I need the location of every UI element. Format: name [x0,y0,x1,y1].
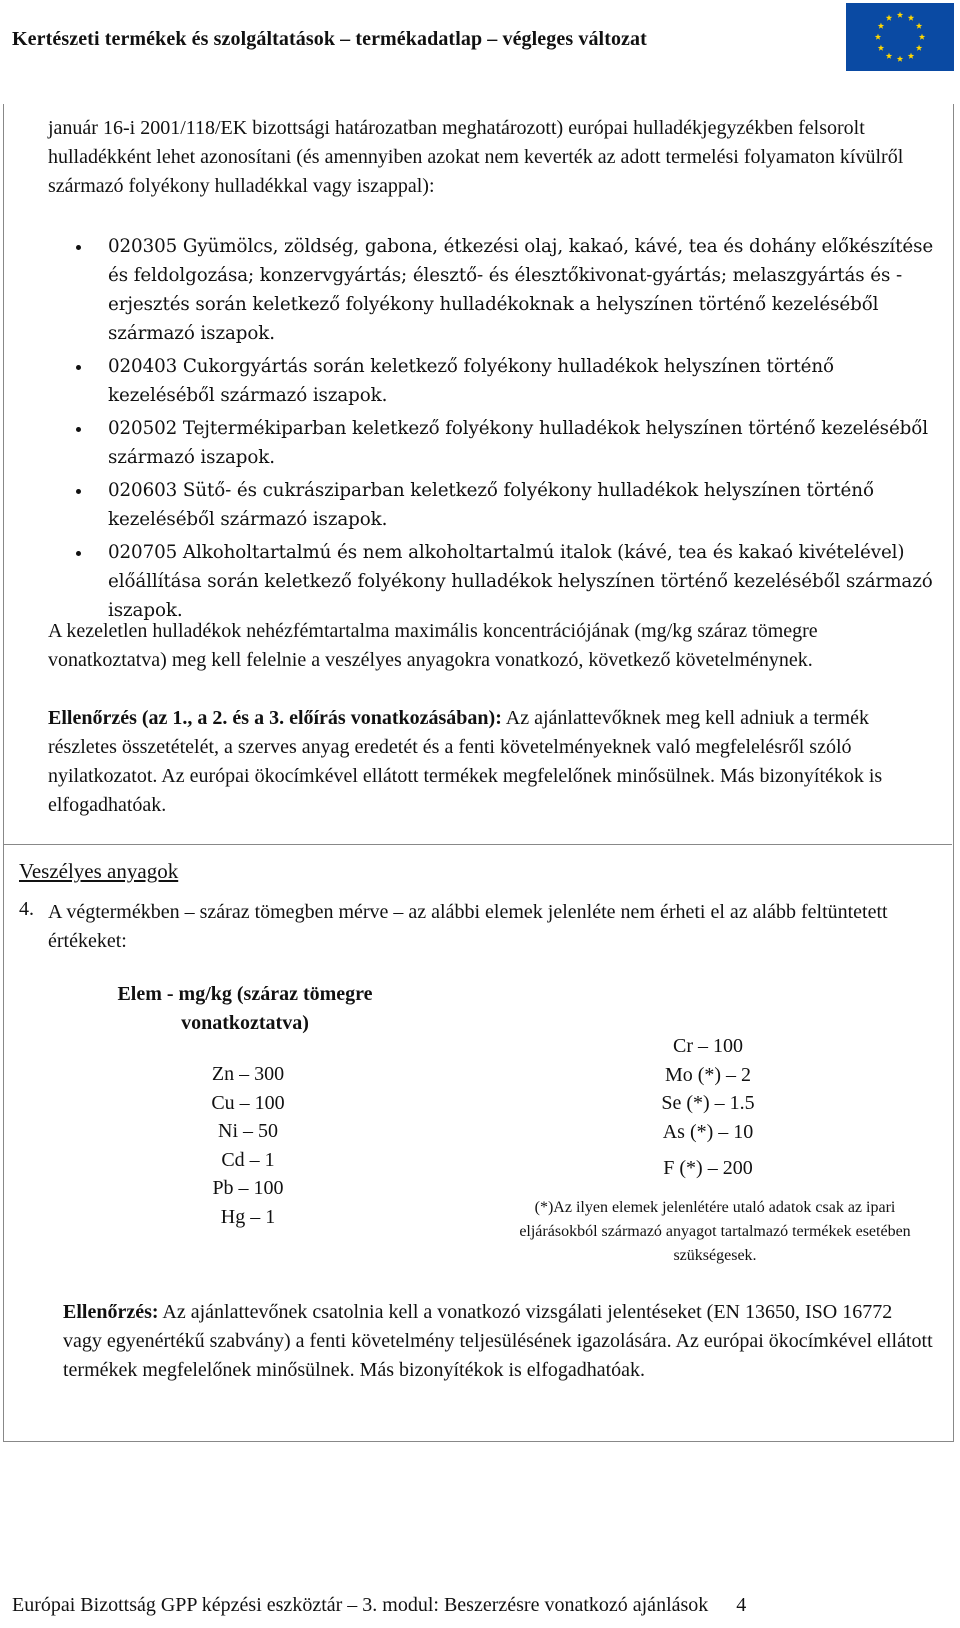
list-item [48,352,938,410]
verification-text: Az ajánlattevőnek csatolnia kell a vonatkozó vizsgálati jelentéseket (EN 13650, ISO 16772 vagy egyenértékű szabvány) a fenti követelmény teljesülésének igazolására. Az európai ökocímkével ellátott termékek megfelelőnek minősülnek. Más bizonyítékok is elfogadhatóak. [63,1301,933,1381]
list-item-text: 020603 Sütő- és cukrásziparban keletkező folyékony hulladékok helyszínen történő kezeléséből származó iszapok. [108,480,874,530]
waste-code-list [48,232,938,629]
verification-paragraph [48,704,928,820]
bullet-icon [76,365,81,370]
bullet-icon [76,551,81,556]
intro-paragraph: január 16-i 2001/118/EK bizottsági határozatban meghatározott) európai hulladékjegyzékben felsorolt hulladékként lehet azonosítani (és amennyiben azokat nem keverték az adott termelési folyamaton kívülről származó folyékony hulladékkal vagy iszappal): [48,117,904,197]
verification-label: Ellenőrzés (az 1., a 2. és a 3. előírás vonatkozásában): [48,707,502,729]
document-title: Kertészeti termékek és szolgáltatások – termékadatlap – végleges változat [12,28,647,50]
limit-value: Cr – 100 [673,1035,743,1057]
limit-value: Pb – 100 [212,1177,284,1199]
section-divider [3,844,952,845]
limits-footnote: (*)Az ilyen elemek jelenlétére utaló adatok csak az ipari eljárásokból származó anyagot tartalmazó termékek esetében szükségesek. [519,1199,911,1264]
bullet-icon [76,245,81,250]
bullet-icon [76,489,81,494]
limits-table-heading: Elem - mg/kg (száraz tömegre vonatkoztatva) [117,983,373,1034]
list-item [48,538,938,625]
limit-value: Zn – 300 [211,1063,285,1085]
limit-value: Cd – 1 [221,1148,275,1171]
limit-value: Se (*) – 1.5 [661,1092,755,1114]
list-item [48,476,938,534]
limits-right-column [568,1032,848,1183]
limits-left-column [148,1060,348,1231]
limit-value: Ni – 50 [218,1120,278,1142]
requirement-number: 4. [19,898,34,920]
limit-value: F (*) – 200 [663,1157,753,1179]
section-heading: Veszélyes anyagok [19,859,179,883]
verification-paragraph-2 [63,1298,933,1385]
list-item [48,414,938,472]
list-item [48,232,938,348]
footer-text: Európai Bizottság GPP képzési eszköztár – 3. modul: Beszerzésre vonatkozó ajánlások [12,1594,709,1616]
limit-value: Mo (*) – 2 [664,1063,752,1086]
list-item-text: 020502 Tejtermékiparban keletkező folyékony hulladékok helyszínen történő kezeléséből származó iszapok. [108,418,928,468]
verification-label: Ellenőrzés: [63,1301,159,1323]
limit-value: Hg – 1 [220,1205,276,1228]
list-item-text: 020705 Alkoholtartalmú és nem alkoholtartalmú italok (kávé, tea és kakaó kivételével) előállítása során keletkező folyékony hulladékok helyszínen történő kezeléséből származó iszapok. [108,542,933,621]
verification-text: Az ajánlattevőknek meg kell adniuk a termék részletes összetételét, a szerves anyag eredetét és a fenti követelményeknek való megfelelésről szóló nyilatkozatot. Az európai ökocímkével ellátott termékek megfelelőnek minősülnek. Más bizonyítékok is elfogadhatóak. [48,707,883,816]
eu-flag-logo [846,3,954,71]
list-item-text: 020403 Cukorgyártás során keletkező folyékony hulladékok helyszínen történő kezeléséből származó iszapok. [108,356,834,406]
page-footer [12,1594,746,1617]
page-number: 4 [736,1594,747,1616]
requirement-text: A végtermékben – száraz tömegben mérve – az alábbi elemek jelenléte nem érheti el az alább feltüntetett értékeket: [48,901,888,952]
bullet-icon [76,427,81,432]
limit-value: Cu – 100 [211,1091,285,1114]
list-item-text: 020305 Gyümölcs, zöldség, gabona, étkezési olaj, kakaó, kávé, tea és dohány előkészítése és feldolgozása; konzervgyártás; élesztő- és élesztőkivonat-gyártás; melaszgyártás és -erjesztés során keletkező folyékony hulladékoknak a helyszínen történő kezeléséből származó iszapok. [108,236,934,344]
heavy-metal-paragraph: A kezeletlen hulladékok nehézfémtartalma maximális koncentrációjának (mg/kg száraz tömegre vonatkoztatva) meg kell felelnie a veszélyes anyagokra vonatkozó, következő követelménynek. [48,620,818,671]
limit-value: As (*) – 10 [662,1120,754,1143]
